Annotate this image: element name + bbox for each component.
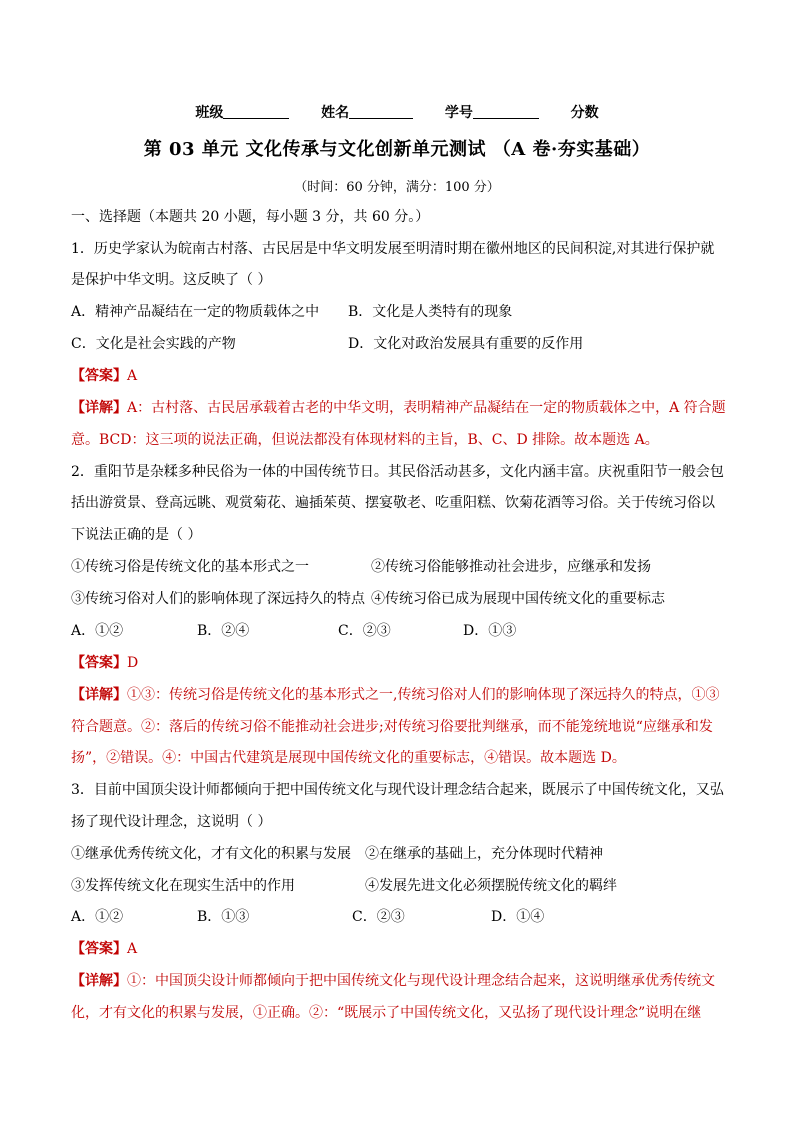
q2-detail-line1 bbox=[71, 686, 719, 704]
q2-detail-line2: 符合题意。②：落后的传统习俗不能推动社会进步;对传统习俗要批判继承，而不能笼统地说“应继承和发 bbox=[71, 719, 713, 735]
q3-statement-4: ④发展先进文化必须摆脱传统文化的羁绊 bbox=[365, 878, 617, 894]
q3-answer bbox=[71, 940, 137, 958]
exam-title: 第 03 单元 文化传承与文化创新单元测试 （A 卷·夯实基础） bbox=[143, 139, 651, 160]
q2-answer bbox=[71, 654, 138, 672]
q2-option-a: A．①② bbox=[71, 623, 124, 639]
q3-detail-line2: 化，才有文化的积累与发展，①正确。②：“既展示了中国传统文化，又弘扬了现代设计理念”说明在继 bbox=[71, 1005, 702, 1021]
detail-tag: 【详解】 bbox=[71, 400, 127, 416]
q1-detail-line2: 意。BCD：这三项的说法正确，但说法都没有体现材料的主旨，B、C、D 排除。故本题选 A。 bbox=[71, 432, 659, 448]
q1-answer bbox=[71, 367, 137, 385]
q3-option-b: B．①③ bbox=[197, 909, 250, 925]
q3-stem-line1: 3．目前中国顶尖设计师都倾向于把中国传统文化与现代设计理念结合起来，既展示了中国传统文化，又弘 bbox=[71, 782, 724, 798]
q1-detail-line1 bbox=[71, 399, 726, 417]
detail-tag: 【详解】 bbox=[71, 973, 127, 989]
q2-option-c: C．②③ bbox=[338, 623, 391, 639]
id-blank[interactable] bbox=[473, 104, 539, 119]
q3-detail-line1 bbox=[71, 972, 715, 990]
id-label: 学号 bbox=[444, 105, 473, 121]
q3-option-d: D．①④ bbox=[491, 909, 545, 925]
q2-stem-line2: 括出游赏景、登高远眺、观赏菊花、遍插茱萸、摆宴敬老、吃重阳糕、饮菊花酒等习俗。关于传统习俗以 bbox=[71, 495, 715, 511]
detail-text: A：古村落、古民居承载着古老的中华文明，表明精神产品凝结在一定的物质载体之中，A 符合题 bbox=[127, 400, 726, 416]
class-label: 班级 bbox=[195, 105, 224, 121]
q1-stem-line1: 1．历史学家认为皖南古村落、古民居是中华文明发展至明清时期在徽州地区的民间积淀,对其进行保护就 bbox=[71, 241, 715, 257]
q1-stem-line2: 是保护中华文明。这反映了（ ） bbox=[71, 272, 272, 288]
answer-tag: 【答案】 bbox=[71, 941, 127, 957]
q3-statement-3: ③发挥传统文化在现实生活中的作用 bbox=[71, 878, 295, 894]
student-info-line bbox=[0, 102, 794, 122]
answer-tag: 【答案】 bbox=[71, 368, 127, 384]
q1-option-c: C．文化是社会实践的产物 bbox=[71, 336, 236, 352]
name-label: 姓名 bbox=[321, 105, 350, 121]
class-blank[interactable] bbox=[223, 104, 289, 119]
q2-option-b: B．②④ bbox=[197, 623, 250, 639]
q2-statement-3: ③传统习俗对人们的影响体现了深远持久的特点 bbox=[71, 591, 365, 607]
section-heading: 一、选择题（本题共 20 小题，每小题 3 分，共 60 分。） bbox=[71, 209, 430, 225]
q2-statement-4: ④传统习俗已成为展现中国传统文化的重要标志 bbox=[371, 591, 665, 607]
answer-value: D bbox=[127, 655, 139, 671]
answer-tag: 【答案】 bbox=[71, 655, 127, 671]
q3-statement-1: ①继承优秀传统文化，才有文化的积累与发展 bbox=[71, 846, 351, 862]
answer-value: A bbox=[127, 368, 138, 384]
detail-text: ①③：传统习俗是传统文化的基本形式之一,传统习俗对人们的影响体现了深远持久的特点，①③ bbox=[127, 687, 720, 703]
q2-option-d: D．①③ bbox=[463, 623, 517, 639]
answer-value: A bbox=[127, 941, 138, 957]
q2-stem-line1: 2．重阳节是杂糅多种民俗为一体的中国传统节日。其民俗活动甚多，文化内涵丰富。庆祝重阳节一般会包 bbox=[71, 464, 724, 480]
q2-statement-1: ①传统习俗是传统文化的基本形式之一 bbox=[71, 559, 309, 575]
q2-statement-2: ②传统习俗能够推动社会进步，应继承和发扬 bbox=[371, 559, 651, 575]
q2-stem-line3: 下说法正确的是（ ） bbox=[71, 527, 202, 543]
exam-subtitle: （时间：60 分钟，满分：100 分） bbox=[294, 180, 500, 195]
q1-option-b: B．文化是人类特有的现象 bbox=[348, 304, 513, 320]
q2-detail-line3: 扬”，②错误。④：中国古代建筑是展现中国传统文化的重要标志，④错误。故本题选 D。 bbox=[71, 750, 626, 766]
q3-stem-line2: 扬了现代设计理念，这说明（ ） bbox=[71, 814, 272, 830]
q1-option-a: A．精神产品凝结在一定的物质载体之中 bbox=[71, 304, 320, 320]
detail-text: ①：中国顶尖设计师都倾向于把中国传统文化与现代设计理念结合起来，这说明继承优秀传统文 bbox=[127, 973, 715, 989]
q3-option-c: C．②③ bbox=[352, 909, 405, 925]
detail-tag: 【详解】 bbox=[71, 687, 127, 703]
name-blank[interactable] bbox=[349, 104, 413, 119]
q3-option-a: A．①② bbox=[71, 909, 124, 925]
score-label: 分数 bbox=[570, 105, 599, 121]
q3-statement-2: ②在继承的基础上，充分体现时代精神 bbox=[365, 846, 603, 862]
q1-option-d: D．文化对政治发展具有重要的反作用 bbox=[348, 336, 584, 352]
